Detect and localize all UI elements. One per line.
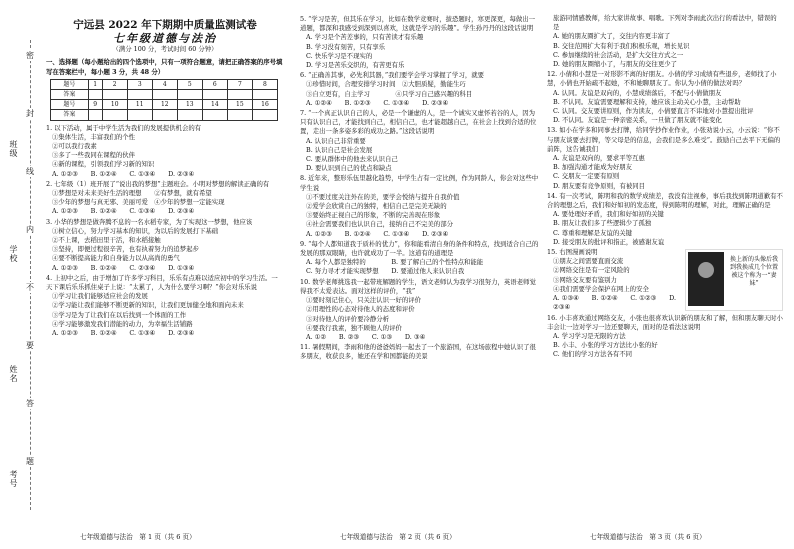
question-text: 13. 如小在学多和同事去打牌，给同学抄作业作业，小张劝说小云，小云说：“你不与朋友谈要去打牌，等父母是的信息，会我们是多么难受”。鼓励自己去平下无偏的前阵，这告诫我们 xyxy=(547,126,781,153)
question-text: 2. 七年级（1）班开展了“说出我的梦想”主题班会。小明对梦想的解读正确的有 xyxy=(46,179,270,188)
answer-option: ②爱学会欣赏自己的独特，相信自己是完美无缺的 xyxy=(306,202,447,211)
question-list xyxy=(300,15,540,362)
question-text: 5. “学习是苦，但其乐在学习，比如在数学竞赛时，拔恐题时，寒更深更，每做出一道题，都深和我感受到深到以喜欢，这就是学习的乐趣”。学生孙丹丹的这段话说明 xyxy=(300,15,536,33)
answer-cell[interactable] xyxy=(202,90,227,100)
answer-cell[interactable] xyxy=(152,90,177,100)
page-footer: 七年级道德与法治 第 1 页（共 6 页） xyxy=(80,533,196,541)
answer-option: C. 交朋友一定要有原则 xyxy=(553,172,620,181)
binding-margin xyxy=(6,40,40,510)
answer-option: ②网络交往是有一定风险的 xyxy=(553,266,630,275)
page-footer: 七年级道德与法治 第 2 页（共 6 页） xyxy=(340,533,456,541)
answer-cell[interactable] xyxy=(227,90,252,100)
answer-option: A. 友谊是双向的，要求平等互惠 xyxy=(553,154,645,163)
answer-option: C. 要从群体中的他去来认识自己 xyxy=(306,155,398,164)
answer-option: D. 朋友要有竞争原则，有被同目 xyxy=(553,181,646,190)
seal-char: 不 xyxy=(26,283,34,292)
table-cell: 2 xyxy=(102,79,127,89)
question-list xyxy=(46,124,284,339)
table-cell: 12 xyxy=(152,100,177,110)
answer-table xyxy=(50,79,278,121)
question-text: 旅游同情感教师，给大家讲故事、唱歌。下列对李雨此次出行的看法中，错误的是 xyxy=(553,14,777,32)
question-text: 9. “每个人都知道我于质朴的优力”，你和能看清自身的条件和特点，找到适合自己的发展的那双眼睛，也许就成功了一半。这道有的道理是 xyxy=(300,239,539,258)
answer-cell[interactable] xyxy=(177,90,202,100)
id-label: 考号 xyxy=(9,470,18,488)
table-cell: 14 xyxy=(202,100,227,110)
answer-option: A. 学习学习是无限的方法 xyxy=(553,331,626,340)
table-cell: 答案 xyxy=(51,110,89,120)
answer-option: D. 不认同。友谊是一种亲密关系，一旦做了朋友就不能变化 xyxy=(553,116,722,125)
seal-char: 线 xyxy=(26,167,34,176)
page-footer: 七年级道德与法治 第 3 页（共 6 页） xyxy=(590,533,706,541)
question-text: 10. 数学老师挑选我一起带班解题的学生，语文老师认为我学习很努力，英语老师觉得我不太爱表达。面对这样的评价，“我” xyxy=(300,277,536,295)
answer-option: A. ①②③ B. ①②④ C. ②③④ D. ①③④ xyxy=(52,263,195,272)
exam-title: 宁远县 2022 年下期期中质量监测试卷 xyxy=(73,19,257,31)
answer-option: ④我们需要学会保护在网上的安全 xyxy=(553,284,649,293)
answer-option: ④社会需要我们也认识自己，接纳自己不完美的部分 xyxy=(306,220,453,229)
school-label: 学校 xyxy=(9,245,18,263)
answer-option: A. ①②④ B. ①②③ C. ①③④ D. ②③④ xyxy=(306,98,449,107)
answer-option: D. 她的朋友圈缩小了，与朋友的交往更少了 xyxy=(553,60,677,69)
table-cell: 5 xyxy=(177,79,202,89)
table-cell: 11 xyxy=(127,100,152,110)
seal-char: 密 xyxy=(26,51,34,60)
answer-option: A. 学习是个苦差事的，只有苦读才有乐趣 xyxy=(306,33,424,42)
answer-option: A. ①②③ B. ①②④ C. ①③④ D. ②③④ xyxy=(52,329,195,338)
table-row xyxy=(51,110,278,120)
question-text: 14. 有一次考试，陈明和我的数学成绩差，我没有注视参，事后我找到陈明道歉有不合的理想之后，我们和好如初的发态度，得到陈明的理解，对此，理解正确的是 xyxy=(547,191,783,210)
answer-cell[interactable] xyxy=(127,90,152,100)
question-text: 15. 右图漫画说明 xyxy=(547,248,598,257)
answer-cell[interactable] xyxy=(152,110,177,120)
table-cell: 4 xyxy=(152,79,177,89)
answer-option: B. 小丰、小张的学习方法比小张的好 xyxy=(553,341,658,350)
table-row xyxy=(51,90,278,100)
table-cell: 15 xyxy=(227,100,252,110)
seal-char: 内 xyxy=(26,225,34,234)
answer-option: A. ①②③ B. ①②④ C. ①③④ D. ②③④ xyxy=(52,169,195,178)
answer-option: C. 参加继续的社会活动，是扩大交往方式之一 xyxy=(553,50,684,59)
answer-option: A. 她的朋友圈扩大了，交往内容更丰富了 xyxy=(553,32,671,41)
question-text: 4. 上初中之后，由于增加了许多学习科目，乐乐有点难以适应初中的学习生活。一天下课后乐乐抓住桌子上说：“太累了，人为什么要学习啊？”你会对乐乐说 xyxy=(46,273,278,292)
answer-option: C. 努力寻才才能实现梦想 D. 要通过他人来认识自我 xyxy=(306,267,465,276)
answer-option: A. 认识自己非常重要 xyxy=(306,136,366,145)
avatar-figure xyxy=(688,252,724,306)
question-list xyxy=(547,14,783,360)
answer-option: C. 他们的学习方法各有不同 xyxy=(553,350,633,359)
table-row xyxy=(51,100,278,110)
answer-option: B. 朋友让我们多了些逻辑少了孤独 xyxy=(553,219,652,228)
question-text: 3. 小华的梦想是做奔腾不息的一名水稻专家，为了实现这一梦想，他应该 xyxy=(46,217,253,226)
question-text: 12. 小倩和小慧是一对形影不离的好朋友。小倩的学习成绩有些退步，老师找了小慧，小倩也开始疏不起她，不和她聊朋友了。你认为小倩的做法对吗？ xyxy=(547,70,777,88)
answer-option: ①珍惜时间，合理安排学习时间 ②大胆质疑，勤能生巧 xyxy=(306,80,466,89)
answer-cell[interactable] xyxy=(102,90,127,100)
answer-option: ③自立更有，自主学习 ④只学习自己感兴趣的科目 xyxy=(306,89,473,98)
question-text: 16. 小丰喜欢通过网络交友，小张也很喜欢认识新的朋友和了解，但和朋友聊天时小丰会让一边对学习一边还要聊天，面对的是看法这说明 xyxy=(547,313,783,331)
answer-option: D. 接受朋友的批评和指正，被感谢友谊 xyxy=(553,237,665,246)
answer-option: B. 不认同。友谊需要理解和支持，她应该主动关心小慧，主动帮助 xyxy=(553,97,741,106)
column-1 xyxy=(46,14,284,338)
answer-option: ①不要过度关注外在的美，要学会悦纳与提升自我价值 xyxy=(306,192,460,201)
cartoon-caption: 换上新的头像后我到我换成几个位置被这个称为一“妻妹” xyxy=(729,256,778,288)
answer-option: ③要始终正视自己的形象，不断的完善现在形象 xyxy=(306,211,441,220)
seal-char: 答 xyxy=(26,399,34,408)
answer-cell[interactable] xyxy=(127,110,152,120)
answer-option: ②学习能让我们能够不断更新的知识，让我们更加健全地和面向未来 xyxy=(52,301,244,310)
name-label: 姓名 xyxy=(9,365,18,383)
answer-option: ①朋友之间需要直面交流 xyxy=(553,257,624,266)
table-cell: 10 xyxy=(102,100,127,110)
seal-char: 题 xyxy=(26,457,34,466)
section-heading: 一、选择题（每小题给出的四个选项中，只有一项符合题意，请把正确答案的序号填写在答案栏中，每小题 3 分，共 48 分） xyxy=(46,58,283,76)
answer-option: A. 每个人都是独特的 B. 要了解自己的个性特点和能能 xyxy=(306,258,484,267)
answer-option: ①梦想是对未来美好生活的理想 ②有梦想，就有希望 xyxy=(52,189,212,198)
question-text: 1. 以下活动，属于中学生活为我们的发展提供机会的有 xyxy=(46,123,202,132)
question-text: 11. 暑假期间，李雨和他的爸爸妈妈一起去了一个旅游国，在这场旅程中她认识了很多朋友，收获良多，她还在学和国都能的美景 xyxy=(300,343,536,361)
answer-option: ②不上课，去稻田里干活，和水稻接触 xyxy=(52,236,161,245)
answer-option: ①树立信心，努力学习基本的知识，为以后的发展打下基础 xyxy=(52,226,219,235)
answer-option: ④新的课程，引领我们学习新的知识 xyxy=(52,160,155,169)
answer-option: ③多了一些我同在课程的伙伴 xyxy=(52,151,136,160)
answer-option: ①集体生活，丰富我们的个性 xyxy=(52,132,136,141)
answer-option: ①学习让我们能够适应社会的发展 xyxy=(52,292,148,301)
table-cell: 8 xyxy=(252,79,277,89)
answer-option: A. 认同。友谊是双向的，小慧成绩落后，不配与小倩做朋友 xyxy=(553,88,722,97)
answer-cell[interactable] xyxy=(227,110,252,120)
table-cell: 答案 xyxy=(51,90,89,100)
column-2 xyxy=(300,14,540,362)
answer-option: D. 要认识到自己的优点和缺点 xyxy=(306,164,392,173)
answer-option: ②用理性的心态对待他人的态度和评价 xyxy=(306,305,415,314)
answer-option: A. ①② B. ②③ C. ①③ D. ③④ xyxy=(306,332,426,341)
answer-option: ④要不断提高能力和自身能力以从高尚的勇气 xyxy=(52,254,180,263)
answer-option: ③对待他人的评价要冷静分析 xyxy=(306,314,390,323)
exam-subtitle: 七年级道德与法治 xyxy=(113,32,217,45)
answer-option: C. 尊重和理解是友谊的关键 xyxy=(553,228,633,237)
answer-option: ②可以我行我素 xyxy=(52,142,97,151)
answer-option: A. 要处理好矛盾，我们和好如初的关键 xyxy=(553,210,664,219)
answer-cell[interactable] xyxy=(252,110,277,120)
answer-option: B. 认识自己是社会发展 xyxy=(306,145,373,154)
answer-option: B. 学习没有刻苦，只有享乐 xyxy=(306,42,386,51)
table-cell: 题号 xyxy=(51,100,89,110)
table-cell: 3 xyxy=(127,79,152,89)
table-cell: 9 xyxy=(88,100,102,110)
answer-option: D. 学习是苦乐交织的，有苦更有乐 xyxy=(306,61,405,70)
answer-option: C. 认同。交友要讲原则，作为读友，小倩要直言不讳地对小慧提出批评 xyxy=(553,107,754,116)
answer-cell[interactable] xyxy=(202,110,227,120)
answer-cell[interactable] xyxy=(88,110,102,120)
answer-option: ③坚持，即便过程很辛苦，也有执着努力的追梦起步 xyxy=(52,245,199,254)
table-cell: 6 xyxy=(202,79,227,89)
answer-option: ④学习能够激发我们潜能的动力，为幸福生活铺路 xyxy=(52,319,193,328)
table-cell: 1 xyxy=(88,79,102,89)
table-cell: 7 xyxy=(227,79,252,89)
seal-char: 封 xyxy=(26,109,34,118)
column-3 xyxy=(547,14,783,360)
answer-option: A. ①②③ B. ①②④ C. ①③④ D. ②③④ xyxy=(306,229,449,238)
answer-cell[interactable] xyxy=(252,90,277,100)
table-cell: 题号 xyxy=(51,79,89,89)
answer-option: ④要我行我素，独不顾他人的评价 xyxy=(306,323,402,332)
answer-option: A. ①③④ B. ①②④ C. ①②③ D. ②③④ xyxy=(553,294,676,312)
table-cell: 16 xyxy=(252,100,277,110)
class-label: 班级 xyxy=(9,140,18,158)
answer-option: ③少年的梦想与真无邪、美丽可爱 ④少年的梦想一定能实现 xyxy=(52,198,225,207)
answer-option: C. 快乐学习是不现实的 xyxy=(306,51,373,60)
answer-cell[interactable] xyxy=(177,110,202,120)
answer-option: B. 加强沟通才能成为好朋友 xyxy=(553,163,633,172)
answer-cell[interactable] xyxy=(102,110,127,120)
seal-char: 要 xyxy=(26,341,34,350)
answer-option: ③网络交友要有鉴别力 xyxy=(553,275,617,284)
question-text: 7. “一个真正认识自己的人，必是一个谦虚的人，是一个诚实又虚怀若谷的人，因为只有认识自己，才能找到自己，相信自己，也才能超越自己，在社会上找到合适的位置，走出一条多姿多彩的成功之路。”这段话说明 xyxy=(300,109,537,136)
question-text: 8. 近年来，整形乐伍里越化趋势，中学生占有一定比例，作为同龄人，你会对这些中学生说 xyxy=(300,174,539,192)
answer-cell[interactable] xyxy=(88,90,102,100)
answer-option: B. 交往范围扩大有利于我们积极乐观，增长见识 xyxy=(553,41,690,50)
question-text: 6. “正确善其事，必先利其器，”我们要学会学习掌握了学习，就要 xyxy=(300,71,485,80)
exam-note: （满分 100 分，考试时间 60 分钟） xyxy=(112,45,218,54)
answer-option: A. ①②③ B. ①②④ C. ①③④ D. ②③④ xyxy=(52,207,195,216)
table-cell: 13 xyxy=(177,100,202,110)
answer-option: ③学习是为了让我们在以后找到一个体面的工作 xyxy=(52,310,187,319)
answer-option: ①要时刻记住心，只关注认识一好的评价 xyxy=(306,296,422,305)
table-row xyxy=(51,79,278,89)
cartoon-image xyxy=(685,249,783,311)
